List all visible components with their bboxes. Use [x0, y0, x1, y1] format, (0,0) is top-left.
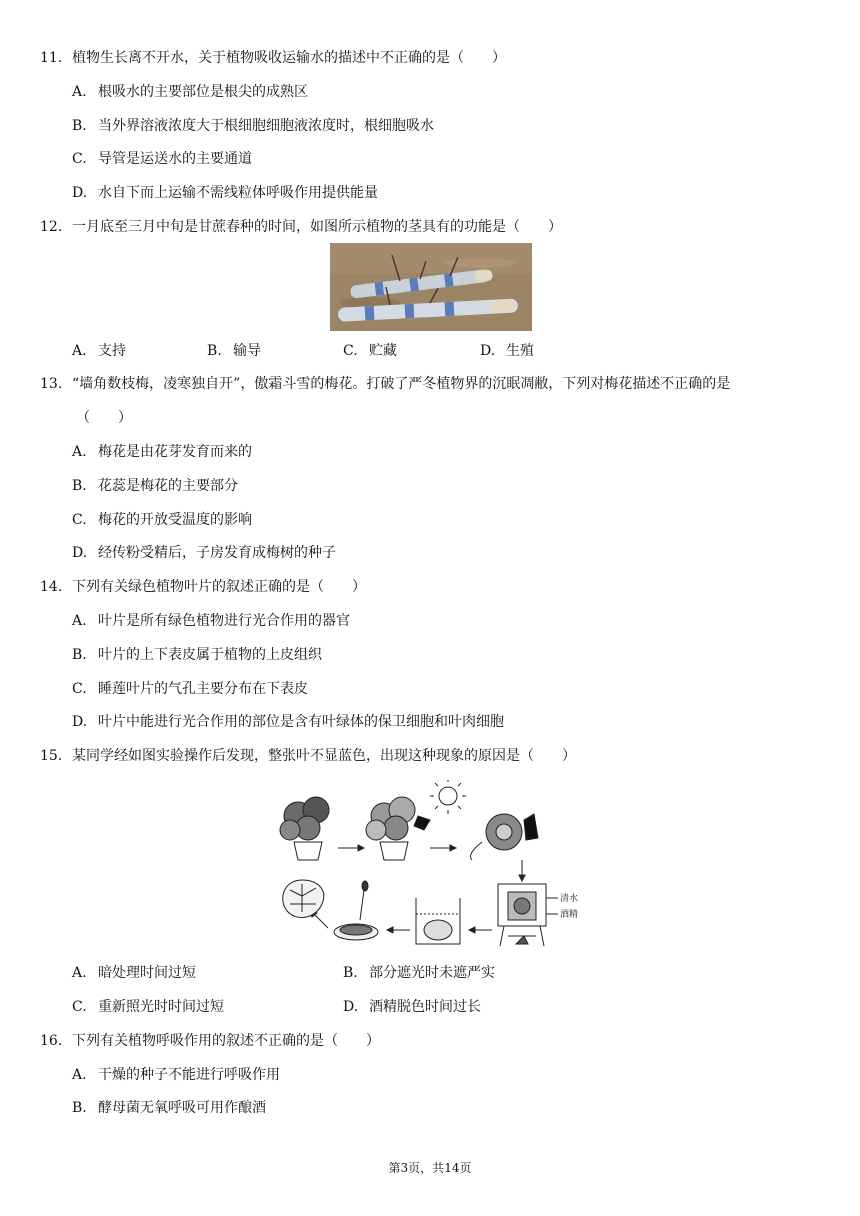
question-number: 11.: [40, 50, 63, 66]
option-letter: A.: [72, 965, 87, 981]
option-text: 当外界溶液浓度大于根细胞细胞液浓度时，根细胞吸水: [98, 118, 434, 134]
leaf-picked: [470, 814, 538, 860]
option-letter: C.: [343, 343, 358, 359]
option-letter: D.: [72, 545, 88, 561]
result-leaf: [283, 880, 324, 918]
water-bath-apparatus: [498, 884, 558, 946]
option-text: 酵母菌无氧呼吸可用作酿酒: [98, 1100, 266, 1116]
option-letter: B.: [72, 118, 87, 134]
option-text: 酒精脱色时间过长: [369, 999, 481, 1015]
option-letter: A.: [72, 343, 87, 359]
option-text: 干燥的种子不能进行呼吸作用: [98, 1067, 280, 1083]
option-letter: A.: [72, 613, 87, 629]
question-number: 16.: [40, 1033, 63, 1049]
q14-option-d[interactable]: [72, 712, 504, 732]
q14-option-c[interactable]: [72, 679, 308, 699]
option-letter: D.: [72, 714, 88, 730]
option-text: 重新照光时时间过短: [98, 999, 224, 1015]
option-letter: B.: [72, 647, 87, 663]
beaker: [416, 898, 460, 944]
q14-option-a[interactable]: [72, 611, 350, 631]
question-number: 14.: [40, 579, 63, 595]
question-text: 一月底至三月中旬是甘蔗春种的时间，如图所示植物的茎具有的功能是（ ）: [72, 219, 562, 235]
option-text: 梅花是由花芽发育而来的: [98, 444, 252, 460]
question-text: 植物生长离不开水，关于植物吸收运输水的描述中不正确的是（ ）: [72, 50, 506, 66]
q12-option-b[interactable]: [207, 341, 261, 361]
option-text: 贮藏: [369, 343, 397, 359]
option-letter: C.: [72, 681, 87, 697]
page-footer: [0, 1160, 860, 1176]
question-15-stem: [40, 746, 820, 766]
option-text: 叶片的上下表皮属于植物的上皮组织: [98, 647, 322, 663]
question-14-stem: [40, 577, 820, 597]
option-text: 经传粉受精后，子房发育成梅树的种子: [98, 545, 336, 561]
sun-icon: [430, 780, 466, 814]
question-text: 下列有关绿色植物叶片的叙述正确的是（ ）: [72, 579, 366, 595]
experiment-diagram: [272, 780, 578, 956]
question-text: 某同学经如图实验操作后发现，整张叶不显蓝色，出现这种现象的原因是（ ）: [72, 748, 576, 764]
q13-option-b[interactable]: [72, 476, 238, 496]
option-text: 睡莲叶片的气孔主要分布在下表皮: [98, 681, 308, 697]
question-11-stem: [40, 48, 820, 68]
option-text: 叶片中能进行光合作用的部位是含有叶绿体的保卫细胞和叶肉细胞: [98, 714, 504, 730]
option-text: 部分遮光时未遮严实: [369, 965, 495, 981]
option-letter: C.: [72, 512, 87, 528]
sugarcane-photo: [330, 243, 532, 331]
q13-option-c[interactable]: [72, 510, 252, 530]
question-13-stem: [40, 374, 830, 394]
q14-option-b[interactable]: [72, 645, 322, 665]
option-letter: D.: [480, 343, 496, 359]
q12-option-d[interactable]: [480, 341, 534, 361]
label-water: 清水: [560, 894, 578, 904]
option-letter: A.: [72, 84, 87, 100]
q11-option-d[interactable]: [72, 183, 378, 203]
option-letter: D.: [343, 999, 359, 1015]
footer-total-pages: 14: [444, 1161, 460, 1175]
question-text: “墙角数枝梅，凌寒独自开”，傲霜斗雪的梅花。打破了严冬植物界的沉眠凋敝，下列对梅花描述不正确的是: [72, 376, 731, 392]
option-letter: A.: [72, 444, 87, 460]
option-text: 花蕊是梅花的主要部分: [98, 478, 238, 494]
potted-plant-covered: [366, 797, 430, 860]
footer-prefix: 第: [388, 1161, 401, 1175]
question-13-stem-continuation: （ ）: [76, 410, 132, 426]
petri-dish-with-dropper: [334, 881, 378, 940]
q12-option-c[interactable]: [343, 341, 397, 361]
question-number: 12.: [40, 219, 63, 235]
q12-option-a[interactable]: [72, 341, 126, 361]
q11-option-c[interactable]: [72, 149, 252, 169]
question-text: 下列有关植物呼吸作用的叙述不正确的是（ ）: [72, 1033, 380, 1049]
potted-plant-dark: [280, 797, 329, 860]
question-number: 15.: [40, 748, 63, 764]
option-letter: A.: [72, 1067, 87, 1083]
option-letter: C.: [72, 151, 87, 167]
footer-page-number: 3: [400, 1161, 409, 1175]
label-alcohol: 酒精: [560, 910, 578, 920]
option-text: 导管是运送水的主要通道: [98, 151, 252, 167]
q16-option-a[interactable]: [72, 1065, 280, 1085]
option-letter: D.: [72, 185, 88, 201]
question-number: 13.: [40, 376, 63, 392]
q15-option-d[interactable]: [343, 997, 481, 1017]
option-letter: B.: [207, 343, 222, 359]
footer-suffix: 页: [459, 1161, 472, 1175]
q13-option-a[interactable]: [72, 442, 252, 462]
option-text: 生殖: [506, 343, 534, 359]
option-text: 输导: [233, 343, 261, 359]
question-12-stem: [40, 217, 820, 237]
option-text: 叶片是所有绿色植物进行光合作用的器官: [98, 613, 350, 629]
q13-option-d[interactable]: [72, 543, 336, 563]
q15-option-a[interactable]: [72, 963, 196, 983]
question-16-stem: [40, 1031, 820, 1051]
option-text: 暗处理时间过短: [98, 965, 196, 981]
option-letter: B.: [72, 478, 87, 494]
option-text: 水自下而上运输不需线粒体呼吸作用提供能量: [98, 185, 378, 201]
q11-option-a[interactable]: [72, 82, 308, 102]
footer-middle: 页，共: [408, 1161, 445, 1175]
option-text: 根吸水的主要部位是根尖的成熟区: [98, 84, 308, 100]
option-text: 支持: [98, 343, 126, 359]
q11-option-b[interactable]: [72, 116, 434, 136]
q16-option-b[interactable]: [72, 1098, 266, 1118]
q15-option-c[interactable]: [72, 997, 224, 1017]
option-letter: C.: [72, 999, 87, 1015]
option-letter: B.: [343, 965, 358, 981]
q15-option-b[interactable]: [343, 963, 495, 983]
option-text: 梅花的开放受温度的影响: [98, 512, 252, 528]
option-letter: B.: [72, 1100, 87, 1116]
